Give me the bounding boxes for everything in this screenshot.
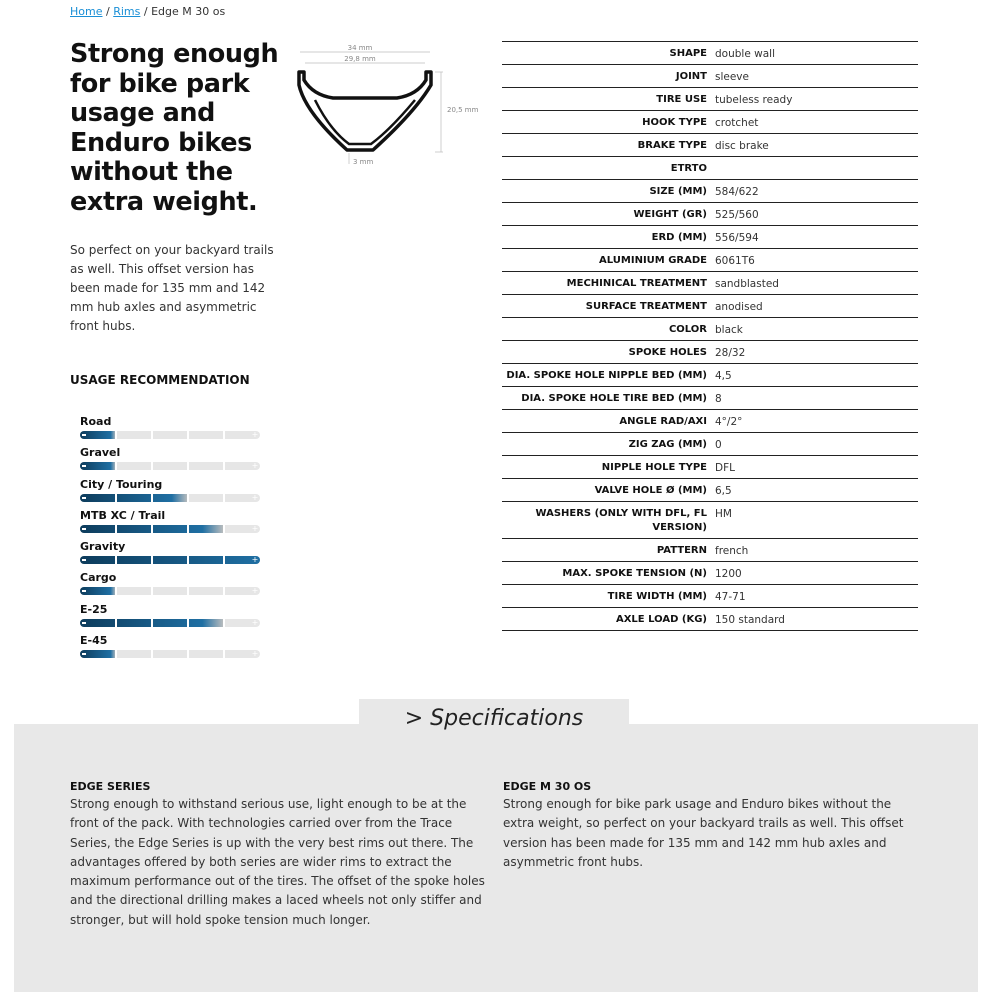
usage-level-bar xyxy=(80,556,260,564)
spec-value: double wall xyxy=(715,48,775,60)
breadcrumb-separator: / xyxy=(105,5,110,18)
edge-series-text: Strong enough to withstand serious use, light enough to be at the front of the pack. With technologies carried over from the Trace Series, the Edge Series is up with the very best rims out there. The advantages offered by both series are wider rims to extract the maximum performance out of the tires. The offset of the spoke holes and the directional drilling makes a laced wheels not only stiffer and stronger, but will hold spoke tension much longer. xyxy=(70,797,485,927)
spec-key: ZIG ZAG (MM) xyxy=(628,439,707,450)
spec-row xyxy=(502,271,918,294)
spec-value: 1200 xyxy=(715,568,742,580)
spec-row xyxy=(502,538,918,561)
outer-width-label: 34 mm xyxy=(347,44,373,52)
edge-series-title: EDGE SERIES xyxy=(70,780,151,793)
spec-key: ETRTO xyxy=(670,163,707,174)
spec-row xyxy=(502,156,918,179)
spec-value: 6,5 xyxy=(715,485,732,497)
plus-icon: + xyxy=(251,617,259,627)
spec-key: SPOKE HOLES xyxy=(628,347,707,358)
spec-row xyxy=(502,64,918,87)
inner-width-label: 29,8 mm xyxy=(344,55,376,63)
plus-icon: + xyxy=(251,461,259,471)
model-section xyxy=(503,780,923,872)
usage-label: E-45 xyxy=(80,634,108,648)
usage-level-fill xyxy=(80,556,260,564)
spec-row xyxy=(502,409,918,432)
breadcrumb-separator: / xyxy=(143,5,148,18)
usage-row xyxy=(80,602,260,633)
usage-row xyxy=(80,508,260,539)
usage-row xyxy=(80,570,260,601)
spec-value: 47-71 xyxy=(715,591,746,603)
spec-value: sandblasted xyxy=(715,278,779,290)
spec-value: HM xyxy=(715,508,732,520)
spec-value: 6061T6 xyxy=(715,255,755,267)
usage-row xyxy=(80,414,260,445)
usage-level-bar xyxy=(80,494,260,502)
usage-label: E-25 xyxy=(80,602,108,616)
usage-label: Cargo xyxy=(80,571,117,585)
spec-key: COLOR xyxy=(668,324,707,335)
usage-level-bar xyxy=(80,431,260,439)
product-headline: Strong enough for bike park usage and Enduro bikes without the extra weight. xyxy=(70,39,279,217)
usage-label: City / Touring xyxy=(80,477,163,491)
plus-icon: + xyxy=(251,649,259,659)
spec-key: VALVE HOLE Ø (MM) xyxy=(594,485,707,496)
spec-key: JOINT xyxy=(675,71,707,82)
spec-key: HOOK TYPE xyxy=(642,117,707,128)
spec-row xyxy=(502,225,918,248)
spec-key: TIRE WIDTH (MM) xyxy=(607,591,707,602)
offset-label: 3 mm xyxy=(353,158,374,166)
spec-row xyxy=(502,202,918,225)
spec-row xyxy=(502,87,918,110)
spec-value: DFL xyxy=(715,462,735,474)
usage-recommendation-list xyxy=(80,414,260,664)
spec-key: BRAKE TYPE xyxy=(637,140,707,151)
breadcrumb-rims-link[interactable]: Rims xyxy=(113,5,141,18)
spec-key: DIA. SPOKE HOLE TIRE BED (MM) xyxy=(521,393,707,404)
spec-value: 525/560 xyxy=(715,209,759,221)
intro-text: So perfect on your backyard trails as well. This offset version has been made for 135 mm and 142 mm hub axles and asymmetric front hubs. xyxy=(70,243,274,333)
spec-key: ALUMINIUM GRADE xyxy=(599,255,707,266)
spec-row xyxy=(502,179,918,202)
usage-level-fill xyxy=(80,494,188,502)
usage-level-bar xyxy=(80,525,260,533)
spec-row xyxy=(502,584,918,607)
usage-recommendation-title: USAGE RECOMMENDATION xyxy=(70,373,250,387)
spec-key: PATTERN xyxy=(656,545,707,556)
spec-row xyxy=(502,561,918,584)
spec-value: 0 xyxy=(715,439,722,451)
model-text: Strong enough for bike park usage and Enduro bikes without the extra weight, so perfect on your backyard trails as well. This offset version has been made for 135 mm and 142 mm hub axles and asymmetric front hubs. xyxy=(503,797,904,869)
spec-key: NIPPLE HOLE TYPE xyxy=(601,462,707,473)
spec-row xyxy=(502,432,918,455)
height-label: 20,5 mm xyxy=(447,106,479,114)
breadcrumb xyxy=(70,5,225,18)
usage-label: MTB XC / Trail xyxy=(80,508,166,522)
usage-row xyxy=(80,445,260,476)
spec-value: 8 xyxy=(715,393,722,405)
spec-table xyxy=(502,41,918,631)
spec-row xyxy=(502,294,918,317)
plus-icon: + xyxy=(251,586,259,596)
spec-key: ERD (MM) xyxy=(651,232,707,243)
usage-level-bar xyxy=(80,462,260,470)
usage-level-bar xyxy=(80,650,260,658)
model-title: EDGE M 30 OS xyxy=(503,780,592,793)
spec-row xyxy=(502,455,918,478)
spec-value: 584/622 xyxy=(715,186,759,198)
spec-row xyxy=(502,133,918,156)
spec-row xyxy=(502,501,918,538)
usage-row xyxy=(80,633,260,664)
usage-level-bar xyxy=(80,587,260,595)
spec-value: anodised xyxy=(715,301,763,313)
spec-key: MAX. SPOKE TENSION (N) xyxy=(562,568,707,579)
spec-value: 4,5 xyxy=(715,370,732,382)
spec-key: MECHINICAL TREATMENT xyxy=(566,278,707,289)
usage-row xyxy=(80,477,260,508)
spec-row xyxy=(502,607,918,631)
specifications-tab[interactable]: > Specifications xyxy=(359,699,629,739)
spec-row xyxy=(502,386,918,409)
usage-label: Road xyxy=(80,415,112,428)
spec-row xyxy=(502,363,918,386)
spec-value: disc brake xyxy=(715,140,769,152)
spec-key: WASHERS (ONLY WITH DFL, FL VERSION) xyxy=(535,508,707,533)
plus-icon: + xyxy=(251,492,259,502)
spec-value: 556/594 xyxy=(715,232,759,244)
spec-key: WEIGHT (GR) xyxy=(633,209,707,220)
spec-key: DIA. SPOKE HOLE NIPPLE BED (MM) xyxy=(506,370,707,381)
plus-icon: + xyxy=(251,430,259,439)
edge-series-section xyxy=(70,780,490,930)
spec-key: SHAPE xyxy=(669,48,707,59)
breadcrumb-home-link[interactable]: Home xyxy=(70,5,103,18)
spec-row xyxy=(502,340,918,363)
spec-value: tubeless ready xyxy=(715,94,793,106)
rim-profile-diagram xyxy=(285,40,479,170)
spec-row xyxy=(502,248,918,271)
spec-value: crotchet xyxy=(715,117,759,129)
spec-key: SURFACE TREATMENT xyxy=(585,301,707,312)
plus-icon: + xyxy=(251,555,259,565)
spec-value: french xyxy=(715,545,749,557)
spec-value xyxy=(712,157,918,179)
spec-key: ANGLE RAD/AXI xyxy=(619,416,707,427)
plus-icon: + xyxy=(251,523,259,533)
spec-row xyxy=(502,478,918,501)
spec-row xyxy=(502,110,918,133)
spec-key: AXLE LOAD (KG) xyxy=(615,614,707,625)
breadcrumb-current: Edge M 30 os xyxy=(151,5,226,18)
spec-key: SIZE (MM) xyxy=(649,186,707,197)
usage-label: Gravity xyxy=(80,540,126,554)
spec-value: sleeve xyxy=(715,71,749,83)
spec-row xyxy=(502,41,918,64)
spec-value: 4°/2° xyxy=(715,416,743,428)
spec-row xyxy=(502,317,918,340)
spec-value: 28/32 xyxy=(715,347,746,359)
spec-value: black xyxy=(715,324,743,336)
usage-level-bar xyxy=(80,619,260,627)
spec-key: TIRE USE xyxy=(656,94,707,105)
spec-value: 150 standard xyxy=(715,614,785,626)
usage-row xyxy=(80,539,260,570)
usage-label: Gravel xyxy=(80,446,121,460)
